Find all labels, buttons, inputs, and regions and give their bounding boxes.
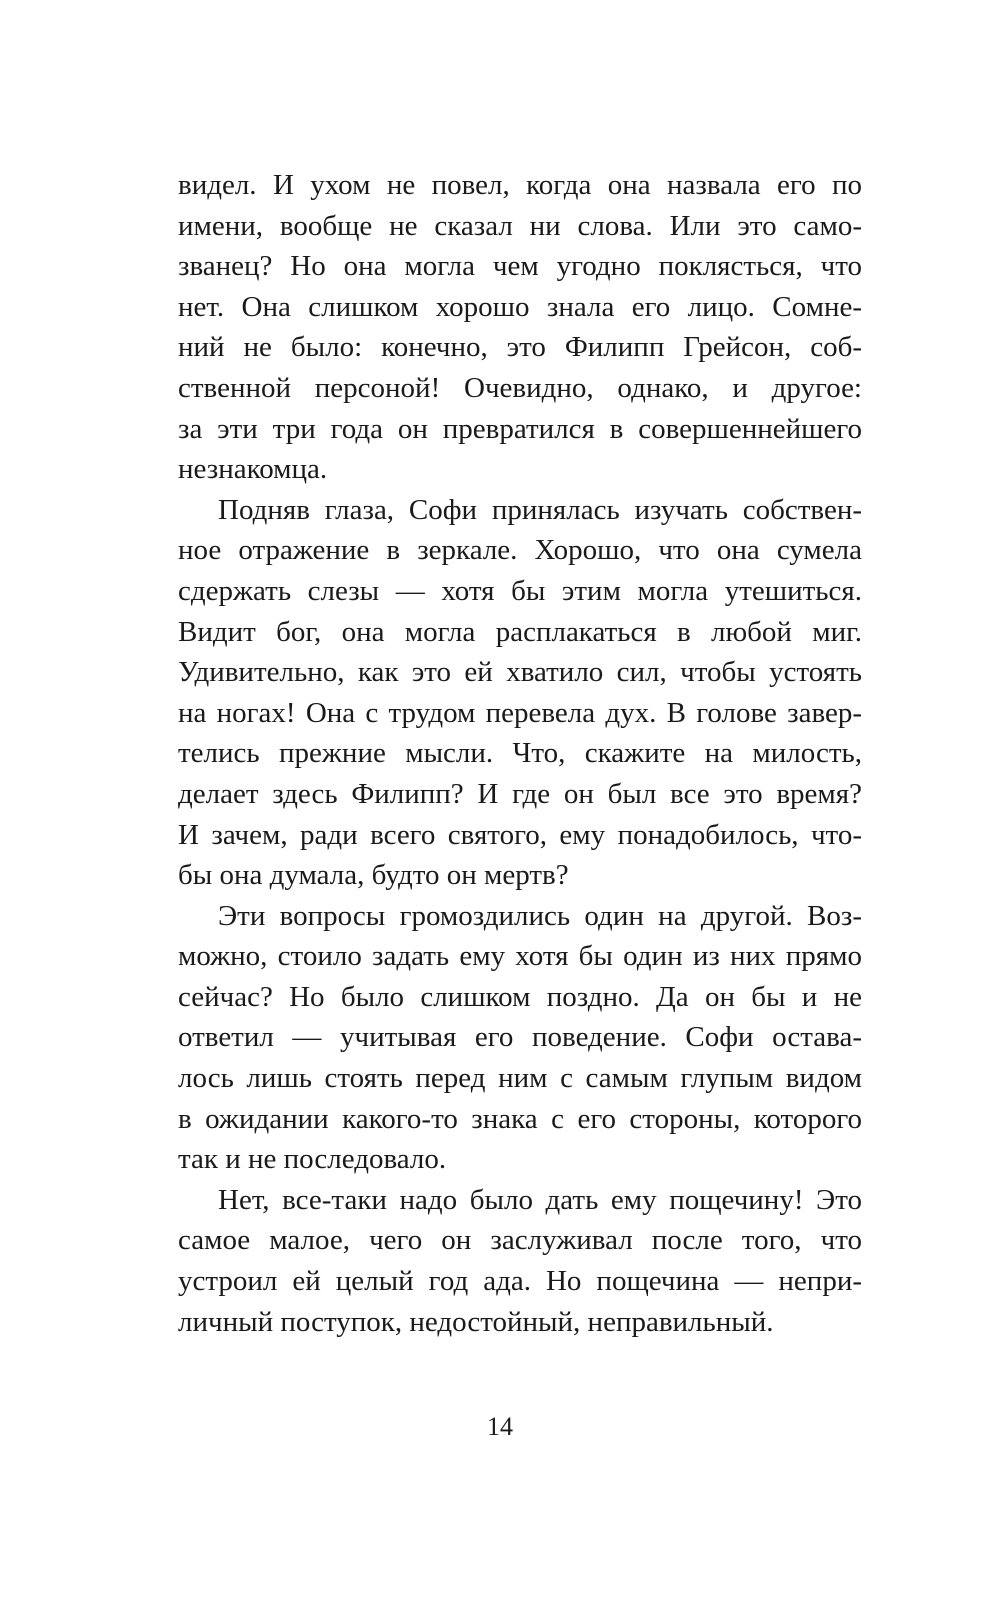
text-line: ственной персоной! Очевидно, однако, и другое: <box>178 371 862 404</box>
body-text <box>178 165 862 1342</box>
text-line: бы она думала, будто он мертв? <box>178 859 569 892</box>
text-line: в ожидании какого-то знака с его стороны, которого <box>178 1102 862 1135</box>
text-line: нет. Она слишком хорошо знала его лицо. Сомне- <box>178 290 862 323</box>
text-line: видел. И ухом не повел, когда она назвала его по <box>178 169 862 201</box>
text-line: ответил — учитывая его поведение. Софи остава- <box>178 1021 862 1054</box>
paragraph-start-line: Эти вопросы громоздились один на другой. Воз- <box>218 899 862 932</box>
text-line: личный поступок, недостойный, неправильный. <box>178 1305 774 1338</box>
text-line: так и не последовало. <box>178 1143 447 1176</box>
text-line: Удивительно, как это ей хватило сил, чтобы устоять <box>178 656 862 689</box>
text-line: ное отражение в зеркале. Хорошо, что она сумела <box>178 534 862 567</box>
page-number: 14 <box>487 1412 513 1441</box>
text-line: И зачем, ради всего святого, ему понадобилось, что- <box>178 818 862 851</box>
paragraph-start-line: Подняв глаза, Софи принялась изучать собствен- <box>218 493 862 526</box>
text-line: сейчас? Но было слишком поздно. Да он бы и не <box>178 980 862 1013</box>
text-line: за эти три года он превратился в совершеннейшего <box>178 412 862 445</box>
text-line: незнакомца. <box>178 453 328 486</box>
text-line: на ногах! Она с трудом перевела дух. В голове завер- <box>178 696 862 729</box>
text-line: сдержать слезы — хотя бы этим могла утешиться. <box>178 574 862 607</box>
text-line: делает здесь Филипп? И где он был все это время? <box>178 777 862 810</box>
text-line: телись прежние мысли. Что, скажите на милость, <box>178 737 862 770</box>
text-line: устроил ей целый год ада. Но пощечина — непри- <box>178 1265 862 1298</box>
text-line: званец? Но она могла чем угодно поклясться, что <box>178 250 862 283</box>
text-line: Видит бог, она могла расплакаться в любой миг. <box>178 615 862 648</box>
text-line: лось лишь стоять перед ним с самым глупым видом <box>178 1062 862 1095</box>
text-line: можно, стоило задать ему хотя бы один из них прямо <box>178 940 862 973</box>
text-line: самое малое, чего он заслуживал после того, что <box>178 1224 862 1257</box>
text-line: имени, вообще не сказал ни слова. Или это само- <box>178 209 862 242</box>
paragraph-start-line: Нет, все-таки надо было дать ему пощечину! Это <box>218 1183 862 1216</box>
text-line: ний не было: конечно, это Филипп Грейсон, соб- <box>178 331 862 364</box>
